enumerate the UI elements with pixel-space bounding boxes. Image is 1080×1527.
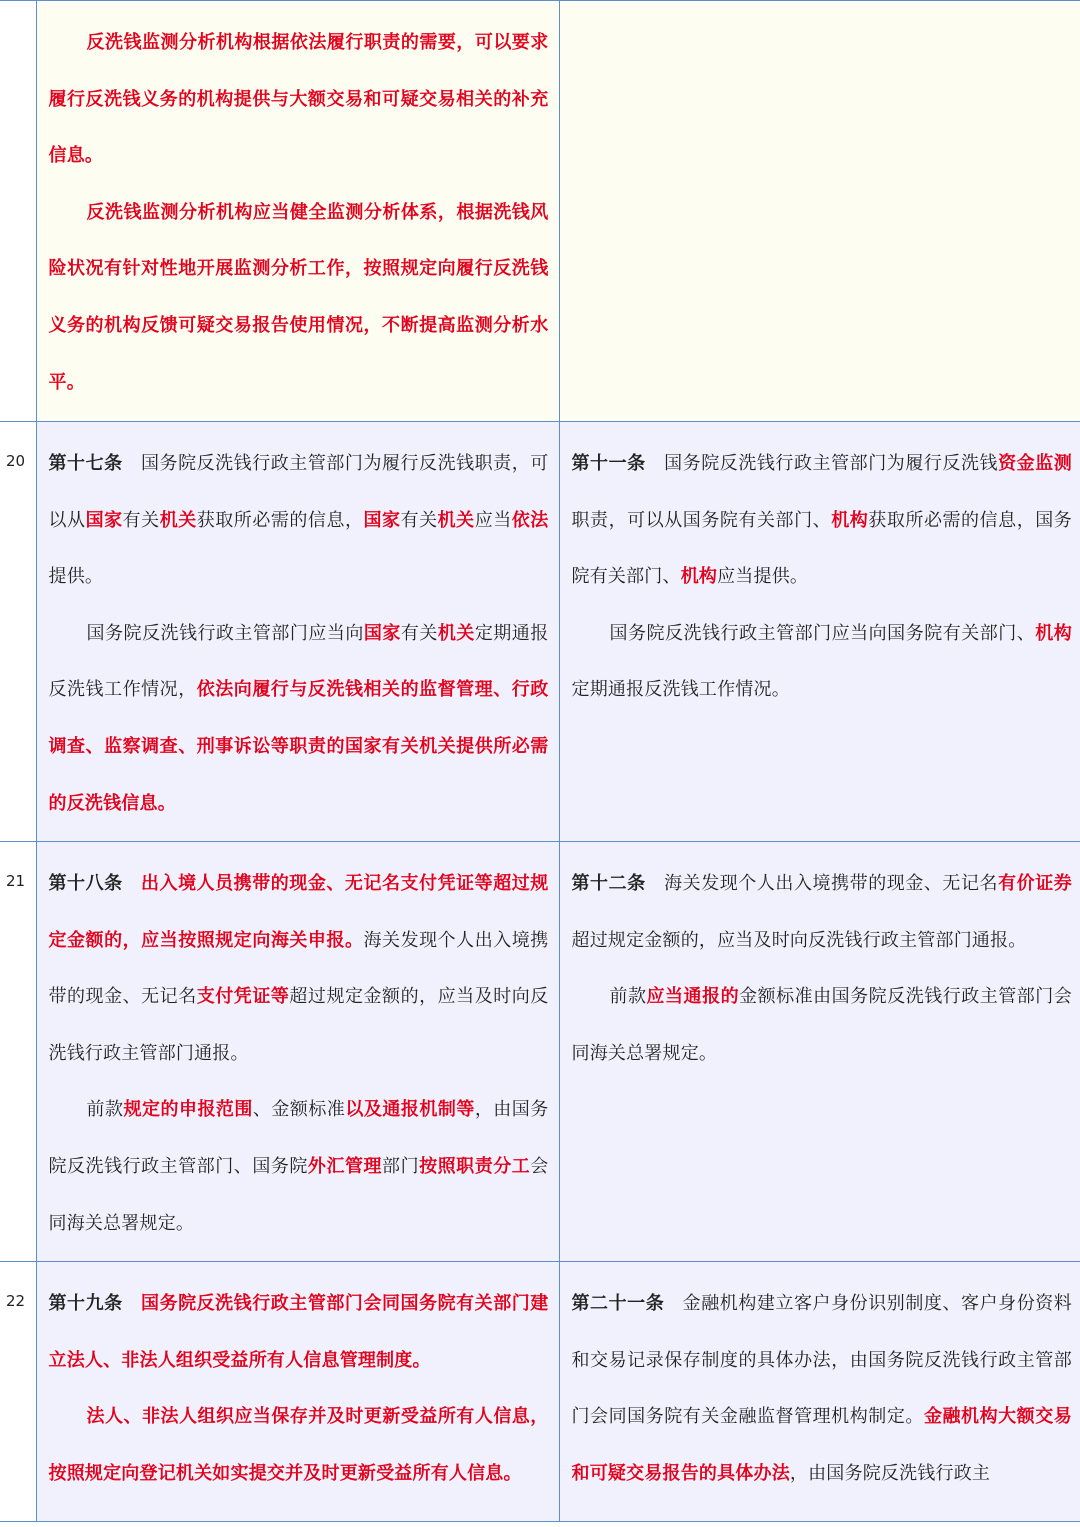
left-cell bbox=[36, 422, 559, 842]
left-cell bbox=[36, 1262, 559, 1522]
article-heading: 第十七条 bbox=[48, 453, 123, 474]
table-row bbox=[0, 422, 1080, 842]
right-cell bbox=[559, 842, 1080, 1262]
left-cell bbox=[36, 1, 559, 422]
left-cell bbox=[36, 842, 559, 1262]
right-cell bbox=[559, 1262, 1080, 1522]
paragraph: 第十八条 出入境人员携带的现金、无记名支付凭证等超过规定金额的，应当按照规定向海关申报。海关发现个人出入境携带的现金、无记名支付凭证等超过规定金额的，应当及时向反洗钱行政主管部门通报。 bbox=[48, 873, 549, 1064]
row-number bbox=[0, 1, 36, 422]
article-heading: 第十九条 bbox=[48, 1293, 123, 1314]
paragraph: 第十九条 国务院反洗钱行政主管部门会同国务院有关部门建立法人、非法人组织受益所有人信息管理制度。 bbox=[48, 1293, 549, 1371]
article-heading: 第二十一条 bbox=[571, 1293, 665, 1314]
row-number: 21 bbox=[0, 842, 36, 1262]
paragraph: 反洗钱监测分析机构应当健全监测分析体系，根据洗钱风险状况有针对性地开展监测分析工作，按照规定向履行反洗钱义务的机构反馈可疑交易报告使用情况，不断提高监测分析水平。 bbox=[48, 201, 549, 393]
article-heading: 第十八条 bbox=[48, 873, 123, 894]
paragraph: 第十七条 国务院反洗钱行政主管部门为履行反洗钱职责，可以从国家有关机关获取所必需的信息，国家有关机关应当依法提供。 bbox=[48, 453, 549, 588]
paragraph: 第二十一条 金融机构建立客户身份识别制度、客户身份资料和交易记录保存制度的具体办法，由国务院反洗钱行政主管部门会同国务院有关金融监督管理机构制定。金融机构大额交易和可疑交易报告的具体办法，由国务院反洗钱行政主 bbox=[571, 1293, 1073, 1484]
row-number: 20 bbox=[0, 422, 36, 842]
table-row bbox=[0, 1262, 1080, 1522]
paragraph: 前款应当通报的金额标准由国务院反洗钱行政主管部门会同海关总署规定。 bbox=[571, 986, 1072, 1064]
right-cell bbox=[559, 422, 1080, 842]
paragraph: 第十一条 国务院反洗钱行政主管部门为履行反洗钱资金监测职责，可以从国务院有关部门、机构获取所必需的信息，国务院有关部门、机构应当提供。 bbox=[571, 453, 1072, 588]
paragraph: 国务院反洗钱行政主管部门应当向国务院有关部门、机构定期通报反洗钱工作情况。 bbox=[571, 622, 1072, 701]
paragraph: 第十二条 海关发现个人出入境携带的现金、无记名有价证券超过规定金额的，应当及时向反洗钱行政主管部门通报。 bbox=[571, 873, 1072, 951]
right-cell bbox=[559, 1, 1080, 422]
table-row bbox=[0, 1, 1080, 422]
row-number: 22 bbox=[0, 1262, 36, 1522]
article-heading: 第十二条 bbox=[571, 873, 646, 894]
article-heading: 第十一条 bbox=[571, 453, 646, 474]
paragraph: 前款规定的申报范围、金额标准以及通报机制等，由国务院反洗钱行政主管部门、国务院外汇管理部门按照职责分工会同海关总署规定。 bbox=[48, 1099, 549, 1234]
table-row bbox=[0, 842, 1080, 1262]
paragraph: 反洗钱监测分析机构根据依法履行职责的需要，可以要求履行反洗钱义务的机构提供与大额交易和可疑交易相关的补充信息。 bbox=[48, 32, 549, 167]
paragraph: 法人、非法人组织应当保存并及时更新受益所有人信息，按照规定向登记机关如实提交并及时更新受益所有人信息。 bbox=[48, 1406, 549, 1484]
paragraph: 国务院反洗钱行政主管部门应当向国家有关机关定期通报反洗钱工作情况，依法向履行与反洗钱相关的监督管理、行政调查、监察调查、刑事诉讼等职责的国家有关机关提供所必需的反洗钱信息。 bbox=[48, 622, 549, 814]
